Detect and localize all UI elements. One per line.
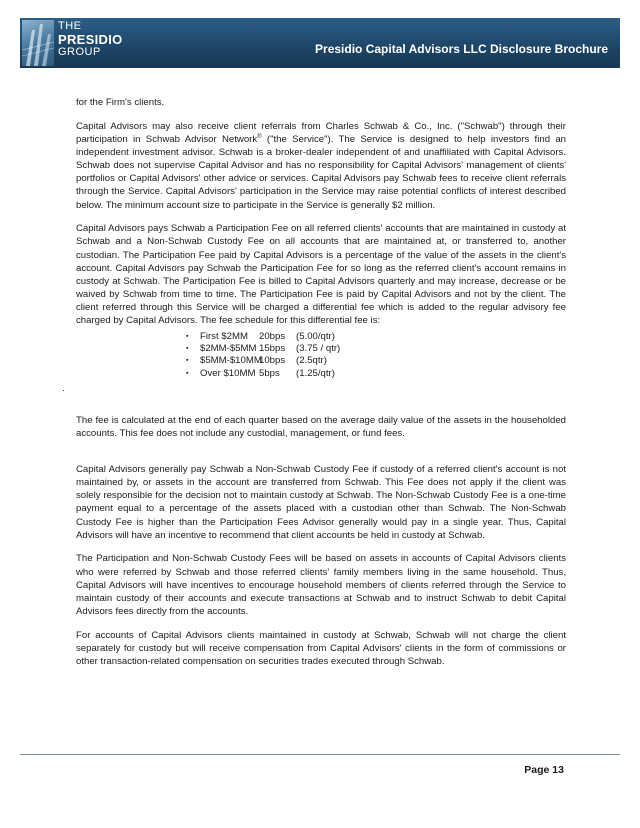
paragraph-participation-fee: Capital Advisors pays Schwab a Participation Fee on all referred clients' accounts that are maintained in custody at Schwab and a Non-Schwab Custody Fee on all accounts that are maintained at, or transferred to, another custodian. The Participation Fee paid by Capital Advisors is a percentage of the value of the assets in the client's account. Capital Advisors pay Schwab the Participation Fee for so long as the referred client's account remains in custody at Schwab. The Participation Fee is billed to Capital Advisors quarterly and may increase, decrease or be waived by Schwab from time to time. The Participation Fee is paid by Capital Advisors and not by the client. The client referred through this Service will be charged a differential fee which is added to the regular advisory fee charged by Capital Advisors. The fee schedule for this differential fee is: bbox=[76, 223, 566, 327]
paragraph-continuation: for the Firm's clients. bbox=[76, 97, 165, 108]
fee-schedule-item bbox=[186, 368, 566, 380]
fee-tier: $5MM-$10MM bbox=[200, 355, 262, 367]
bullet-icon: ▪ bbox=[186, 357, 189, 365]
paragraph-household-incentives: The Participation and Non-Schwab Custody Fees will be based on assets in accounts of Capital Advisors clients who were referred by Schwab and those referred clients' family members living in the same household. Thus, Capital Advisors will have incentives to encourage household members of clients referred through the Service to maintain custody of their accounts and execute transactions at Schwab and to instruct Schwab to debit Capital Advisors fees directly from the accounts. bbox=[76, 553, 566, 617]
fee-schedule-list bbox=[76, 331, 566, 381]
bullet-icon: ▪ bbox=[186, 332, 189, 340]
fee-bps: 10bps bbox=[259, 355, 286, 367]
fee-bps: 20bps bbox=[259, 330, 286, 342]
fee-rate: (3.75 / qtr) bbox=[296, 342, 341, 354]
fee-schedule-item bbox=[186, 331, 566, 343]
fee-rate: (2.5qtr) bbox=[296, 355, 327, 367]
paragraph-custody-compensation: For accounts of Capital Advisors clients maintained in custody at Schwab, Schwab will not charge the client separately for custody but will receive compensation from Capital Advisors' clients in the form of commissions or other transaction-related compensation on securities trades executed through Schwab. bbox=[76, 629, 566, 667]
fee-rate: (1.25/qtr) bbox=[296, 367, 335, 379]
page-number: Page 13 bbox=[524, 764, 564, 776]
stray-dot: . bbox=[62, 383, 65, 395]
paragraph-non-schwab-custody-fee: Capital Advisors generally pay Schwab a Non-Schwab Custody Fee if custody of a referred client's account is not maintained by, or assets in the account are transferred from Schwab. This Fee does not apply if the client was solely responsible for the decision not to maintain custody at Schwab. The Non-Schwab Custody Fee is a one-time payment equal to a percentage of the assets placed with a custodian other than Schwab. The Non-Schwab Custody Fee is higher than the Participation Fees Advisor generally would pay in a single year. Thus, Capital Advisors will have an incentive to recommend that client accounts be held in custody at Schwab. bbox=[76, 463, 566, 541]
registered-mark: ® bbox=[257, 133, 262, 140]
document-title: Presidio Capital Advisors LLC Disclosure Brochure bbox=[315, 42, 608, 56]
fee-schedule-item bbox=[186, 355, 566, 367]
fee-rate: (5.00/qtr) bbox=[296, 330, 335, 342]
presidio-logo-icon bbox=[22, 20, 54, 66]
fee-tier: Over $10MM bbox=[200, 367, 256, 379]
fee-bps: 5bps bbox=[259, 367, 280, 379]
paragraph-schwab-referrals-text-1: Capital Advisors may also receive client referrals from Charles Schwab & Co., Inc. ("Schwab") through their participation in Schwab Advisor Network bbox=[76, 120, 566, 145]
logo-group-text: GROUP bbox=[58, 46, 101, 58]
bullet-icon: ▪ bbox=[186, 369, 189, 377]
fee-schedule-item bbox=[186, 343, 566, 355]
fee-bps: 15bps bbox=[259, 342, 286, 354]
presidio-logo-wordmark bbox=[58, 21, 123, 58]
fee-tier: First $2MM bbox=[200, 330, 248, 342]
logo-the-text: THE bbox=[58, 20, 82, 32]
paragraph-fee-calculation: The fee is calculated at the end of each quarter based on the average daily value of the assets in the householded accounts. This fee does not include any custodial, management, or fund fees. bbox=[76, 415, 566, 440]
logo-presidio-text: PRESIDIO bbox=[58, 32, 123, 47]
fee-tier: $2MM-$5MM bbox=[200, 342, 257, 354]
bullet-icon: ▪ bbox=[186, 344, 189, 352]
paragraph-schwab-referrals-text-2: ("the Service"). The Service is designed to help investors find an independent investment advisor. Schwab is a broker-dealer independent of and unaffiliated with Capital Advisors. Schwab does not supervise Capital Advisor and has no responsibility for Capital Advisors' management of clients' portfolios or Capital Advisors' other advice or services. Capital Advisors pay Schwab fees to receive client referrals through the Service. Capital Advisors' participation in the Service may raise potential conflicts of interest described below. The minimum account size to participate in the Service is generally $2 million. bbox=[76, 133, 566, 211]
page-body bbox=[62, 96, 566, 679]
footer-divider bbox=[20, 754, 620, 755]
paragraph-schwab-referrals bbox=[76, 120, 566, 212]
